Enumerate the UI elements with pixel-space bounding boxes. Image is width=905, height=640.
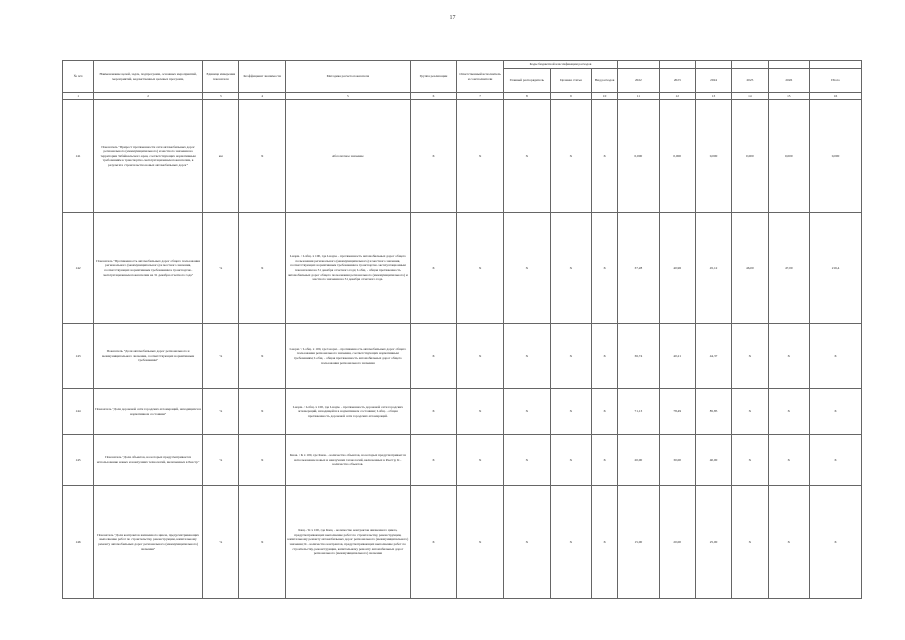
header-year: 2025 [732, 69, 768, 93]
unit-cell: км [203, 100, 239, 213]
expense-type-cell: X [592, 486, 618, 599]
header-blank [695, 61, 731, 69]
column-number: 1 [63, 93, 94, 100]
row-number: 143 [63, 324, 94, 389]
target-article-cell: X [550, 389, 592, 435]
column-number: 11 [618, 93, 660, 100]
header-blank [810, 61, 862, 69]
header-blank [768, 61, 810, 69]
value-2024: 85,85 [695, 389, 731, 435]
value-2026: X [768, 435, 810, 486]
column-number-row [63, 93, 862, 100]
row-number: 142 [63, 213, 94, 324]
header-target-article: Целевая статья [550, 69, 592, 93]
column-number: 13 [695, 93, 731, 100]
column-number: 3 [203, 93, 239, 100]
row-number: 144 [63, 389, 94, 435]
coef-cell: X [239, 435, 286, 486]
value-2022: 37,28 [618, 213, 660, 324]
indicator-name: Показатель "Доля объектов, на которых предусматривается использование новых и наилучших технологий, включенных в Реестр" [94, 435, 203, 486]
target-article-cell: X [550, 486, 592, 599]
column-number: 7 [457, 93, 504, 100]
header-num: № п/п [63, 61, 94, 93]
value-2022: 0,000 [618, 100, 660, 213]
target-article-cell: X [550, 324, 592, 389]
column-number: 6 [410, 93, 457, 100]
responsible-cell: X [457, 213, 504, 324]
header-blank [659, 61, 695, 69]
group-cell: X [410, 435, 457, 486]
unit-cell: % [203, 486, 239, 599]
main-manager-cell: X [503, 100, 550, 213]
indicator-name: Показатель "Доля дорожной сети городских агломераций, находящихся в нормативном состоянии" [94, 389, 203, 435]
column-number: 16 [810, 93, 862, 100]
header-coef: Коэффициент значимости [239, 61, 286, 93]
coef-cell: X [239, 213, 286, 324]
group-cell: X [410, 486, 457, 599]
indicator-name: Показатель "Доля контрактов жизненного цикла, предусматривающих выполнение работ по строительству, реконструкции, капитальному ремонту автомобильных дорог регионального (межмуниципального) значения" [94, 486, 203, 599]
column-number: 4 [239, 93, 286, 100]
responsible-cell: X [457, 486, 504, 599]
value-2025: 46,00 [732, 213, 768, 324]
value-total: X [810, 324, 862, 389]
value-2025: X [732, 486, 768, 599]
target-article-cell: X [550, 100, 592, 213]
main-manager-cell: X [503, 324, 550, 389]
coef-cell: X [239, 389, 286, 435]
header-year: 2022 [618, 69, 660, 93]
responsible-cell: X [457, 389, 504, 435]
header-year: 2024 [695, 69, 731, 93]
group-cell: X [410, 100, 457, 213]
value-2022: 20,00 [618, 435, 660, 486]
coef-cell: X [239, 324, 286, 389]
value-2026: 47,00 [768, 213, 810, 324]
column-number: 2 [94, 93, 203, 100]
header-group: Группа реализации [410, 61, 457, 93]
indicator-name: Показатель "Доля автомобильных дорог регионального и межмуниципального значения, соответствующих нормативным требованиям" [94, 324, 203, 389]
header-expense-type: Вид расходов [592, 69, 618, 93]
value-total: X [810, 435, 862, 486]
value-2023: 40,96 [659, 213, 695, 324]
method-cell: Lнорм. / Lобщ. x 100, где Lнорм. - протяженность автомобильных дорог общего пользования регионального (межмуниципального) и местного значения, соответствующих нормативным требованиям к транспортно-эксплуатационным показателям на 31 декабря отчетного года; Lобщ. - общая протяженность автомобильных дорог общего пользования регионального (межмуниципального) и местного значения на 31 декабря отчетного года. [286, 213, 411, 324]
header-row [63, 61, 862, 69]
value-2023: 20,00 [659, 486, 695, 599]
main-manager-cell: X [503, 486, 550, 599]
header-method: Методика расчета показателя [286, 61, 411, 93]
group-cell: X [410, 324, 457, 389]
expense-type-cell: X [592, 324, 618, 389]
indicator-name: Показатель "Прирост протяженности сети автомобильных дорог регионального (межмуниципального) и местного значения на территории Забайкальского края, соответствующих нормативным требованиям к транспортно-эксплуатационным показателям, в результате строительства новых автомобильных дорог" [94, 100, 203, 213]
unit-cell: % [203, 324, 239, 389]
value-2025: 0,000 [732, 100, 768, 213]
column-number: 10 [592, 93, 618, 100]
value-2022: 71,13 [618, 389, 660, 435]
value-2024: 40,00 [695, 435, 731, 486]
page-number: 17 [449, 15, 456, 21]
main-manager-cell: X [503, 435, 550, 486]
header-total: Итого [810, 69, 862, 93]
value-2023: 0,000 [659, 100, 695, 213]
expense-type-cell: X [592, 389, 618, 435]
value-total: X [810, 389, 862, 435]
unit-cell: % [203, 389, 239, 435]
expense-type-cell: X [592, 213, 618, 324]
responsible-cell: X [457, 435, 504, 486]
column-number: 15 [768, 93, 810, 100]
method-cell: Кнов. / К x 100, где Кнов. - количество объектов, на которых предусматривается использование новых и наилучших технологий, включенных в Реестр; К - количество объектов. [286, 435, 411, 486]
expense-type-cell: X [592, 100, 618, 213]
column-number: 14 [732, 93, 768, 100]
main-manager-cell: X [503, 389, 550, 435]
table-row [63, 486, 862, 599]
value-2024: 0,000 [695, 100, 731, 213]
column-number: 8 [503, 93, 550, 100]
column-number: 9 [550, 93, 592, 100]
table-row [63, 435, 862, 486]
responsible-cell: X [457, 324, 504, 389]
table-row [63, 324, 862, 389]
value-2022: 36,74 [618, 324, 660, 389]
value-2026: X [768, 324, 810, 389]
table-row [63, 213, 862, 324]
value-2024: 44,37 [695, 324, 731, 389]
header-budget-codes: Коды бюджетной классификации расходов [503, 61, 617, 69]
row-number: 145 [63, 435, 94, 486]
table-row [63, 389, 862, 435]
unit-cell: % [203, 213, 239, 324]
value-total: X [810, 486, 862, 599]
row-number: 141 [63, 100, 94, 213]
header-unit: Единица измерения показателя [203, 61, 239, 93]
table-row [63, 100, 862, 213]
method-cell: Lнорм.' / Lобщ. x 100, где Lнорм. - протяженность автомобильных дорог общего пользования регионального значения, соответствующих нормативным требованиям; Lобщ. - общая протяженность автомобильных дорог общего пользования регионального значения [286, 324, 411, 389]
coef-cell: X [239, 100, 286, 213]
method-cell: Абсолютное значение [286, 100, 411, 213]
program-indicators-table [62, 60, 862, 599]
method-cell: Кжц. / К x 100, где Кжц. - количество контрактов жизненного цикла, предусматривающих выполнение работ по строительству, реконструкции, капитальному ремонту автомобильных дорог регионального (межмуниципального) значения; К - количество контрактов, предусматривающих выполнение работ по строительству, реконструкции, капитальному ремонту автомобильных дорог регионального (межмуниципального) значения [286, 486, 411, 599]
value-2023: 78,49 [659, 389, 695, 435]
responsible-cell: X [457, 100, 504, 213]
value-total: 0,000 [810, 100, 862, 213]
value-2025: X [732, 389, 768, 435]
value-2023: 40,21 [659, 324, 695, 389]
method-cell: Lнорм. / Lобщ. x 100, где Lнорм. - протяженность дорожной сети городских агломераций, находящейся в нормативном состоянии; Lобщ. - общая протяженность дорожной сети городских агломераций. [286, 389, 411, 435]
value-2024: 25,00 [695, 486, 731, 599]
header-year: 2026 [768, 69, 810, 93]
header-year: 2023 [659, 69, 695, 93]
value-2025: X [732, 324, 768, 389]
column-number: 5 [286, 93, 411, 100]
column-number: 12 [659, 93, 695, 100]
header-main-manager: Главный распорядитель [503, 69, 550, 93]
value-2024: 45,12 [695, 213, 731, 324]
header-name: Наименование целей, задач, подпрограмм, основных мероприятий, мероприятий, ведомственных целевых программ, [94, 61, 203, 93]
unit-cell: % [203, 435, 239, 486]
value-2026: X [768, 389, 810, 435]
indicator-name: Показатель "Протяженность автомобильных дорог общего пользования регионального (межмуниципального) и местного значения, соответствующих нормативным требованиям к транспортно-эксплуатационным показателям на 31 декабря отчетного года" [94, 213, 203, 324]
group-cell: X [410, 213, 457, 324]
header-responsible: Ответственный исполнитель и соисполнители [457, 61, 504, 93]
target-article-cell: X [550, 435, 592, 486]
value-2025: X [732, 435, 768, 486]
value-2026: X [768, 486, 810, 599]
value-2022: 15,00 [618, 486, 660, 599]
value-total: 216,4 [810, 213, 862, 324]
header-blank [618, 61, 660, 69]
expense-type-cell: X [592, 435, 618, 486]
header-blank [732, 61, 768, 69]
coef-cell: X [239, 486, 286, 599]
target-article-cell: X [550, 213, 592, 324]
group-cell: X [410, 389, 457, 435]
main-manager-cell: X [503, 213, 550, 324]
value-2026: 0,000 [768, 100, 810, 213]
row-number: 146 [63, 486, 94, 599]
value-2023: 30,00 [659, 435, 695, 486]
